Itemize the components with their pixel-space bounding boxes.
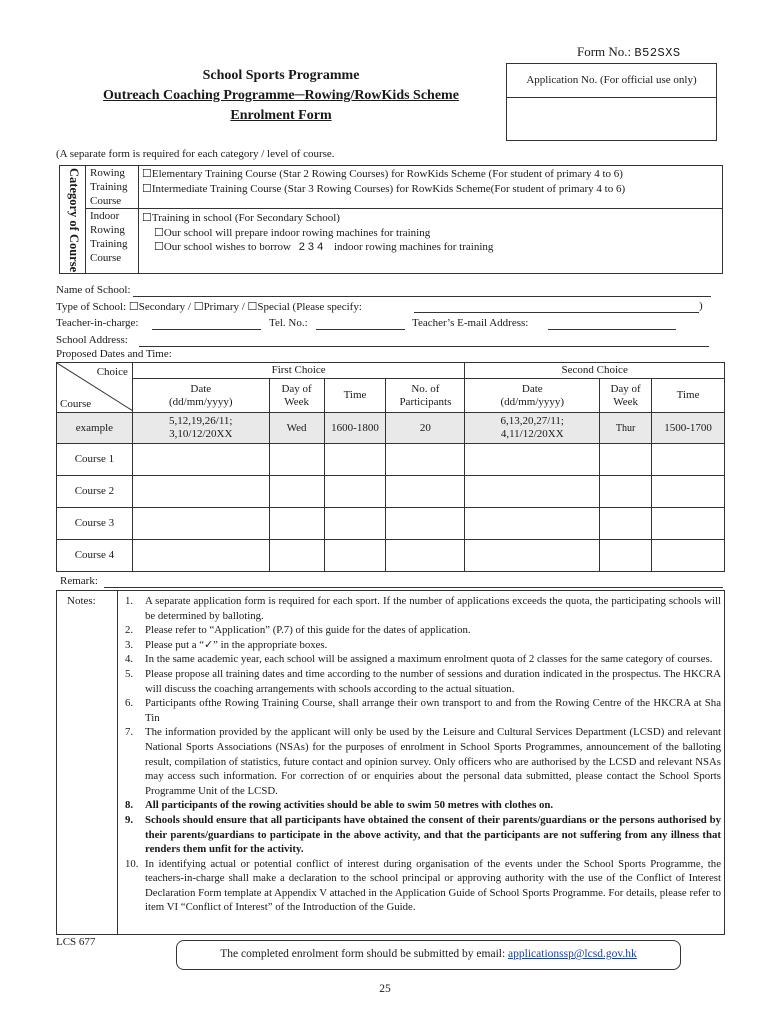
example-date2: 6,13,20,27/11; 4,11/12/20XX xyxy=(465,413,600,444)
category-vertical-label xyxy=(60,166,86,273)
note-item xyxy=(125,623,721,638)
notes-box xyxy=(56,590,725,935)
borrow-machines-checkbox[interactable]: ☐Our school wishes to borrow 2 3 4 indoor rowing machines for training xyxy=(154,241,494,253)
school-type-label[interactable]: Type of School: ☐Secondary / ☐Primary / ☐Special (Please specify: xyxy=(56,301,362,313)
course-3-participants[interactable] xyxy=(386,508,465,540)
course-3-label: Course 3 xyxy=(57,508,133,540)
category-label-text: Category of Course xyxy=(67,168,81,273)
course-4-participants[interactable] xyxy=(386,540,465,572)
teacher-input[interactable] xyxy=(152,329,261,330)
course-1-day2[interactable] xyxy=(600,444,652,476)
note-text: In the same academic year, each school will be assigned a maximum enrolment quota of 2 classes for the same category of courses. xyxy=(145,653,713,666)
course-2-participants[interactable] xyxy=(386,476,465,508)
note-item xyxy=(125,594,721,623)
application-number-label: Application No. (For official use only) xyxy=(507,64,716,98)
first-time-header: Time xyxy=(324,379,386,413)
indoor-course-options xyxy=(142,211,493,255)
note-number: 5. xyxy=(125,667,134,680)
course-3-date1[interactable] xyxy=(132,508,269,540)
course-4-label: Course 4 xyxy=(57,540,133,572)
email-input[interactable] xyxy=(548,329,676,330)
indoor-course-name: Indoor Rowing Training Course xyxy=(90,210,128,264)
note-text: Participants ofthe Rowing Training Course, shall arrange their own transport to and from the Rowing Centre of the HKCRA at Sha Tin xyxy=(145,697,721,724)
example-day1: Wed xyxy=(269,413,324,444)
course-3-day1[interactable] xyxy=(269,508,324,540)
note-text: Please propose all training dates and time according to the number of sessions and duration indicated in the prospectus. The HKCRA will discuss the coaching arrangements with schools according to the actual situation. xyxy=(145,667,721,695)
table-row xyxy=(57,508,725,540)
rowing-course-options xyxy=(142,167,625,196)
form-number xyxy=(577,44,681,60)
school-address-input[interactable] xyxy=(139,346,709,347)
school-name-input[interactable] xyxy=(133,296,711,297)
school-address-label: School Address: xyxy=(56,334,128,346)
note-item xyxy=(125,638,721,653)
course-2-time2[interactable] xyxy=(652,476,725,508)
note-item xyxy=(125,696,721,725)
category-divider xyxy=(138,166,139,273)
note-item xyxy=(125,813,721,857)
email-label: Teacher’s E-mail Address: xyxy=(412,317,529,329)
second-choice-header: Second Choice xyxy=(465,363,725,379)
proposed-dates-table xyxy=(56,362,725,572)
course-3-time1[interactable] xyxy=(324,508,386,540)
course-1-label: Course 1 xyxy=(57,444,133,476)
notes-divider xyxy=(117,591,118,934)
school-name-label: Name of School: xyxy=(56,284,131,296)
course-2-day2[interactable] xyxy=(600,476,652,508)
corner-choice-label: Choice xyxy=(96,366,128,378)
course-1-day1[interactable] xyxy=(269,444,324,476)
note-text: A separate application form is required for each sport. If the number of applications exceeds the quota, the participating schools will be determined by balloting. xyxy=(145,595,721,622)
note-item xyxy=(125,652,721,667)
programme-title: School Sports Programme xyxy=(202,68,360,83)
example-time1: 1600-1800 xyxy=(324,413,386,444)
table-row xyxy=(57,476,725,508)
tel-label: Tel. No.: xyxy=(269,317,308,329)
note-text: All participants of the rowing activities should be able to swim 50 metres with clothes on. xyxy=(145,799,554,812)
table-row xyxy=(57,540,725,572)
notes-label: Notes: xyxy=(67,595,96,607)
example-day2: Thur xyxy=(600,413,652,444)
table-row xyxy=(57,444,725,476)
note-number: 6. xyxy=(125,697,134,710)
note-number: 1. xyxy=(125,595,134,607)
first-date-header: Date (dd/mm/yyyy) xyxy=(132,379,269,413)
example-participants: 20 xyxy=(386,413,465,444)
note-number: 3. xyxy=(125,638,134,651)
note-text: Please put a “✓” in the appropriate boxes. xyxy=(145,638,328,651)
intro-note: (A separate form is required for each category / level of course. xyxy=(56,148,335,160)
note-text: Schools should ensure that all participants have obtained the consent of their parents/guardians or the persons authorised by their parents/guardians to participate in the above activity, and that the participants are not suffering from any illness that renders them unfit for the activity. xyxy=(145,813,721,856)
course-2-day1[interactable] xyxy=(269,476,324,508)
rowing-course-row xyxy=(86,166,722,209)
first-day-header: Day of Week xyxy=(269,379,324,413)
indoor-course-row xyxy=(86,209,722,273)
course-2-label: Course 2 xyxy=(57,476,133,508)
first-choice-header: First Choice xyxy=(132,363,465,379)
note-number: 8. xyxy=(125,799,134,812)
note-text: Please refer to “Application” (P.7) of this guide for the dates of application. xyxy=(145,624,471,637)
note-number: 9. xyxy=(125,813,134,826)
submission-email-box xyxy=(176,940,681,970)
course-4-day1[interactable] xyxy=(269,540,324,572)
scheme-title: Outreach Coaching Programme─Rowing/RowKids Scheme xyxy=(103,88,459,103)
course-1-time1[interactable] xyxy=(324,444,386,476)
corner-course-label: Course xyxy=(60,398,92,410)
proposed-dates-label: Proposed Dates and Time: xyxy=(56,348,172,360)
category-of-course-box xyxy=(59,165,723,274)
school-type-close-paren: ) xyxy=(699,300,703,312)
note-number: 7. xyxy=(125,726,134,739)
rowing-course-name: Rowing Training Course xyxy=(90,167,128,207)
submission-instruction: The completed enrolment form should be submitted by email: xyxy=(220,948,509,960)
course-2-date2[interactable] xyxy=(465,476,600,508)
remark-input[interactable] xyxy=(104,587,723,588)
course-1-participants[interactable] xyxy=(386,444,465,476)
course-3-date2[interactable] xyxy=(465,508,600,540)
table-corner-cell xyxy=(57,363,133,413)
prepare-machines-checkbox[interactable]: ☐Our school will prepare indoor rowing machines for training xyxy=(154,226,431,239)
training-in-school-checkbox[interactable]: ☐Training in school (For Secondary School) xyxy=(142,212,340,224)
course-3-day2[interactable] xyxy=(600,508,652,540)
course-2-date1[interactable] xyxy=(132,476,269,508)
second-date-header: Date (dd/mm/yyyy) xyxy=(465,379,600,413)
notes-list xyxy=(125,594,721,915)
intermediate-course-checkbox[interactable]: ☐Intermediate Training Course (Star 3 Rowing Courses) for RowKids Scheme(For student of primary 4 to 6) xyxy=(142,182,626,195)
note-item xyxy=(125,667,721,696)
note-item xyxy=(125,725,721,798)
form-number-code: B52SXS xyxy=(634,46,681,60)
note-number: 4. xyxy=(125,653,134,666)
note-item xyxy=(125,857,721,915)
page-number: 25 xyxy=(379,983,391,995)
tel-input[interactable] xyxy=(316,329,405,330)
school-type-specify-input[interactable] xyxy=(414,312,699,313)
second-day-header: Day of Week xyxy=(600,379,652,413)
example-time2: 1500-1700 xyxy=(652,413,725,444)
course-4-time2[interactable] xyxy=(652,540,725,572)
course-1-date1[interactable] xyxy=(132,444,269,476)
course-1-time2[interactable] xyxy=(652,444,725,476)
note-text: The information provided by the applicant will only be used by the Leisure and Cultural Services Department (LCSD) and relevant National Sports Associations (NSAs) for the purposes of enrolment in School Sports Programmes, announcement of the balloting result, compilation of statistics, future contact and opinion survey. Only officers who are authorised by the LCSD and relevant NSAs may access such information. For correction of or enquiries about the personal data submitted, please contact the School Sports Programme Unit of the LCSD. xyxy=(145,726,721,797)
example-label: example xyxy=(57,413,133,444)
participants-header: No. of Participants xyxy=(386,379,465,413)
note-item xyxy=(125,798,721,813)
note-number: 10. xyxy=(125,857,139,870)
teacher-label: Teacher-in-charge: xyxy=(56,317,139,329)
form-number-label: Form No.: xyxy=(577,44,632,59)
course-3-time2[interactable] xyxy=(652,508,725,540)
course-2-time1[interactable] xyxy=(324,476,386,508)
course-4-day2[interactable] xyxy=(600,540,652,572)
elementary-course-checkbox[interactable]: ☐Elementary Training Course (Star 2 Rowing Courses) for RowKids Scheme (For student of primary 4 to 6) xyxy=(142,168,623,180)
course-4-date1[interactable] xyxy=(132,540,269,572)
machine-count-options[interactable]: 2 3 4 xyxy=(298,241,324,253)
form-title-block xyxy=(50,66,512,126)
course-4-time1[interactable] xyxy=(324,540,386,572)
second-time-header: Time xyxy=(652,379,725,413)
course-1-date2[interactable] xyxy=(465,444,600,476)
example-date1: 5,12,19,26/11; 3,10/12/20XX xyxy=(132,413,269,444)
submission-email-link[interactable]: applicationssp@lcsd.gov.hk xyxy=(508,948,637,960)
application-number-box xyxy=(506,63,717,141)
remark-label: Remark: xyxy=(60,575,98,587)
course-4-date2[interactable] xyxy=(465,540,600,572)
enrolment-form-title: Enrolment Form xyxy=(230,108,332,123)
note-number: 2. xyxy=(125,624,134,637)
note-text: In identifying actual or potential conflict of interest during organisation of the events under the School Sports Programme, the teachers-in-charge shall make a declaration to the school principal or approving authority with the use of the Conflict of Interest Declaration Form template at Appendix V attached in the Application Guide of School Sports Programme. For details, please refer to item VI “Conflict of Interest” of the Introduction of the Guide. xyxy=(145,857,721,914)
example-row xyxy=(57,413,725,444)
lcs-code: LCS 677 xyxy=(56,936,96,948)
